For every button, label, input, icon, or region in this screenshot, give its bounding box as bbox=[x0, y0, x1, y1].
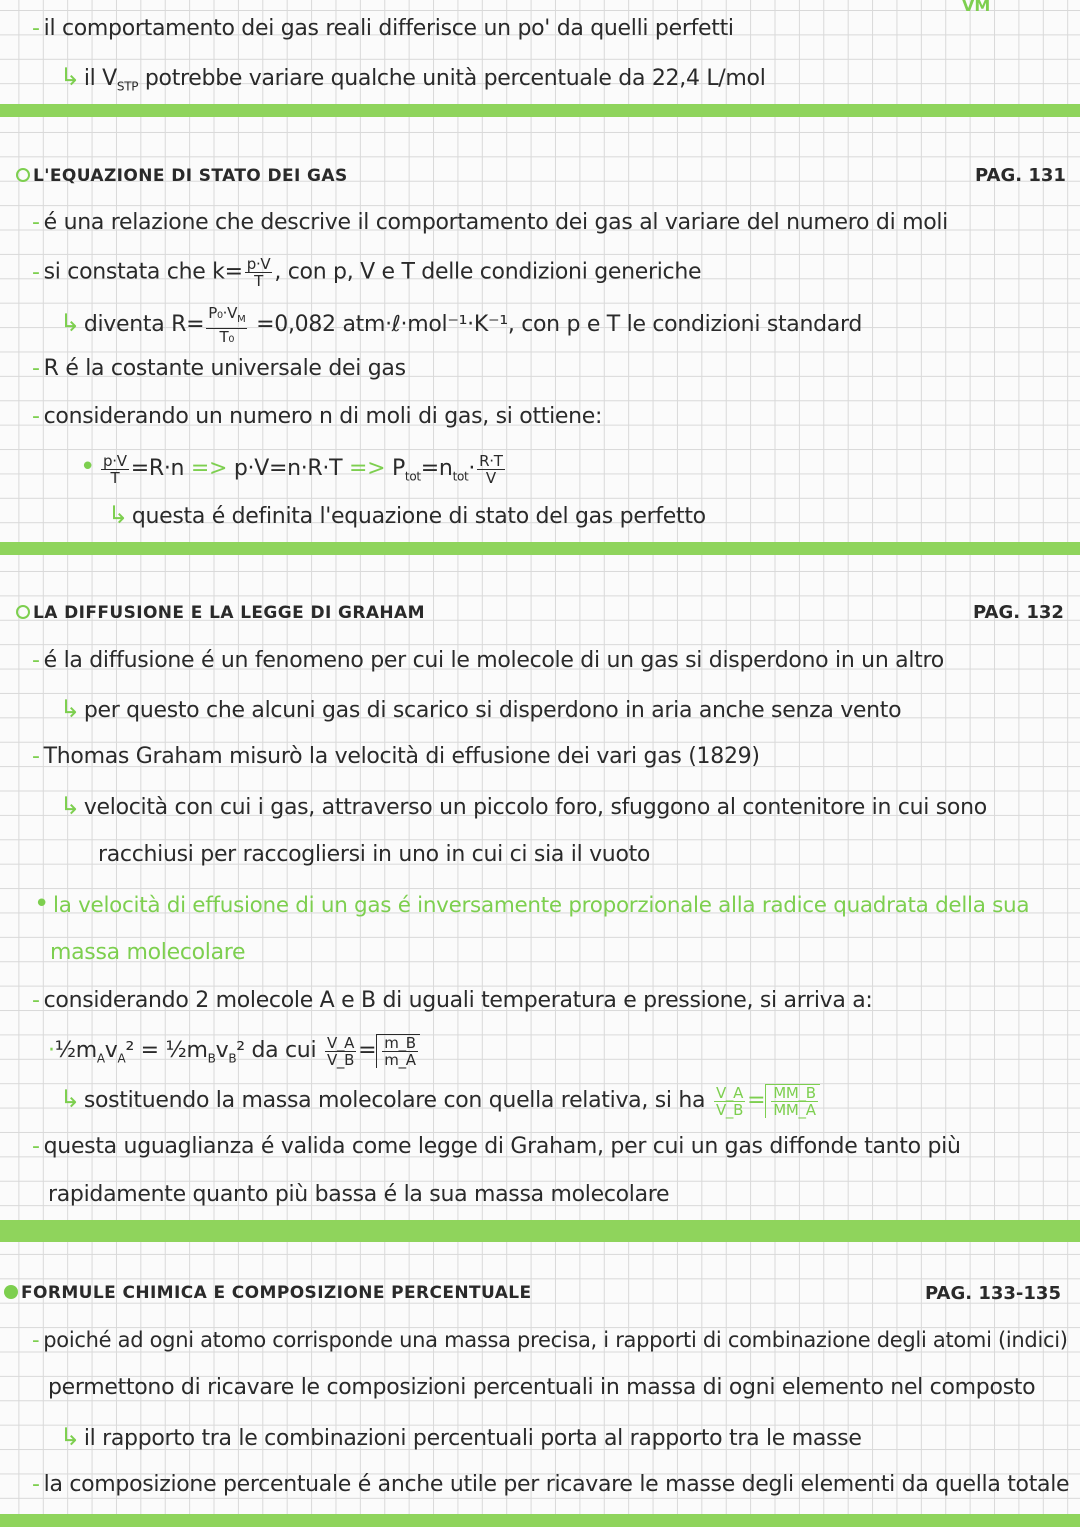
title-text: FORMULE CHIMICA E COMPOSIZIONE PERCENTUALE bbox=[21, 1283, 532, 1303]
page-number: PAG. 131 bbox=[975, 165, 1066, 186]
fraction bbox=[714, 1085, 745, 1118]
text: P bbox=[391, 456, 405, 481]
numerator: V_A bbox=[325, 1035, 356, 1052]
dash: - bbox=[32, 210, 40, 235]
bullet-icon: · bbox=[48, 1038, 55, 1063]
s1-b6 bbox=[108, 500, 706, 532]
text: questa uguaglianza é valida come legge di Graham, per cui un gas diffonde tanto più bbox=[43, 1134, 961, 1159]
equals: = bbox=[747, 1088, 766, 1113]
dash: - bbox=[32, 744, 40, 769]
text: questa é definita l'equazione di stato del gas perfetto bbox=[131, 504, 706, 529]
s1-b2 bbox=[32, 256, 701, 289]
text: considerando un numero n di moli di gas, si ottiene: bbox=[43, 404, 603, 429]
text: Thomas Graham misurò la velocità di effusione dei vari gas (1829) bbox=[43, 744, 760, 769]
top-line-2 bbox=[60, 62, 766, 101]
subscript: tot bbox=[404, 469, 421, 484]
top-line-1 bbox=[32, 14, 734, 44]
bullet-icon: • bbox=[34, 889, 50, 919]
s2-b9 bbox=[48, 1180, 669, 1210]
denominator: T bbox=[254, 272, 263, 290]
s2-equation: $\cdot\frac{1}{2}m_Av_A^2$ = $\frac{1}{2}m_Bv_B^2$ da cui $\frac{V\_A}{V\_B}$ = $\frac{m\_B}{m\_A}$ bbox=[48, 1034, 420, 1073]
fraction bbox=[245, 256, 273, 289]
sqrt-sign bbox=[376, 1034, 420, 1068]
section-divider bbox=[0, 542, 1080, 555]
text: · bbox=[468, 456, 476, 481]
section-divider bbox=[0, 104, 1080, 117]
s3-b1 bbox=[32, 1325, 1068, 1355]
section-divider bbox=[0, 1514, 1080, 1527]
subscript: A bbox=[117, 1051, 126, 1066]
s2-b5 bbox=[98, 840, 650, 870]
dash: - bbox=[32, 259, 40, 285]
arrow-icon: ↳ bbox=[60, 1423, 80, 1451]
text: il V bbox=[83, 66, 117, 91]
s1-b1 bbox=[32, 208, 948, 238]
s2-b7 bbox=[60, 1084, 820, 1118]
implies-arrow: => bbox=[190, 456, 228, 481]
denominator: V_B bbox=[715, 1100, 744, 1119]
text: diventa R= bbox=[83, 312, 205, 337]
s2-b8 bbox=[32, 1132, 961, 1162]
dash: - bbox=[32, 988, 40, 1013]
text: si constata che k= bbox=[43, 259, 243, 285]
circle-icon bbox=[16, 168, 30, 182]
text: ² da cui bbox=[236, 1038, 317, 1063]
section-divider bbox=[0, 1220, 1080, 1242]
fraction bbox=[382, 1035, 418, 1068]
denominator: MM_A bbox=[773, 1101, 816, 1119]
sqrt-sign bbox=[765, 1084, 819, 1118]
page-number: PAG. 132 bbox=[973, 602, 1064, 623]
fraction bbox=[101, 453, 129, 486]
text: ½m bbox=[54, 1038, 97, 1063]
dash: - bbox=[32, 404, 40, 429]
text: potrebbe variare qualche unità percentuale da 22,4 L/mol bbox=[138, 66, 766, 91]
text: v bbox=[215, 1038, 229, 1063]
arrow-icon: ↳ bbox=[60, 792, 80, 820]
arrow-icon: ↳ bbox=[60, 695, 80, 723]
subscript: M bbox=[237, 314, 246, 325]
s1-b5 bbox=[32, 402, 602, 432]
numerator: R·T bbox=[479, 451, 503, 470]
text: =0,082 atm·ℓ·mol⁻¹·K⁻¹, con p e T le condizioni standard bbox=[249, 312, 863, 337]
subscript: STP bbox=[116, 79, 139, 94]
title-text: LA DIFFUSIONE E LA LEGGE DI GRAHAM bbox=[33, 603, 425, 623]
fraction bbox=[771, 1085, 817, 1118]
fraction bbox=[325, 1035, 356, 1068]
text: é una relazione che descrive il comportamento dei gas al variare del numero di moli bbox=[43, 210, 948, 235]
text: considerando 2 molecole A e B di uguali temperatura e pressione, si arriva a: bbox=[43, 988, 873, 1013]
numerator: V_A bbox=[714, 1085, 745, 1102]
title-text: L'EQUAZIONE DI STATO DEI GAS bbox=[33, 166, 348, 186]
numerator: MM_B bbox=[773, 1084, 816, 1102]
text: R é la costante universale dei gas bbox=[43, 356, 406, 381]
text: la velocità di effusione di un gas é inversamente proporzionale alla radice quadrata della sua bbox=[53, 893, 1030, 918]
page-number: PAG. 133-135 bbox=[925, 1283, 1061, 1304]
subscript: B bbox=[207, 1051, 216, 1066]
numerator: m_B bbox=[384, 1034, 416, 1052]
text: ² = ½m bbox=[125, 1038, 208, 1063]
dash: - bbox=[32, 1134, 40, 1159]
dash: - bbox=[32, 16, 40, 41]
numerator: p·V bbox=[103, 451, 127, 470]
corner-mark: VM bbox=[962, 0, 991, 15]
subscript: tot bbox=[452, 469, 469, 484]
s2-b6 bbox=[32, 986, 873, 1016]
s2-b1 bbox=[32, 646, 944, 676]
subscript: A bbox=[96, 1051, 105, 1066]
s3-b2 bbox=[48, 1373, 1035, 1403]
section-title bbox=[16, 166, 348, 186]
arrow-icon: ↳ bbox=[60, 63, 80, 91]
dash: - bbox=[32, 648, 40, 673]
text: velocità con cui i gas, attraverso un piccolo foro, sfuggono al contenitore in cui sono bbox=[83, 795, 987, 820]
text: sostituendo la massa molecolare con quella relativa, si ha bbox=[83, 1088, 706, 1113]
text: per questo che alcuni gas di scarico si disperdono in aria anche senza vento bbox=[83, 698, 902, 723]
s2-b2 bbox=[60, 694, 901, 726]
fraction bbox=[206, 305, 247, 345]
text: poiché ad ogni atomo corrisponde una massa precisa, i rapporti di combinazione degli atomi (indici) bbox=[43, 1328, 1068, 1352]
text: massa molecolare bbox=[50, 940, 246, 965]
text: é la diffusione é un fenomeno per cui le molecole di un gas si disperdono in un altro bbox=[43, 648, 944, 673]
subscript: B bbox=[228, 1051, 237, 1066]
text: =n bbox=[420, 456, 453, 481]
text: rapidamente quanto più bassa é la sua massa molecolare bbox=[48, 1182, 670, 1207]
bullet-icon: • bbox=[80, 452, 96, 482]
dash: - bbox=[32, 356, 40, 381]
circle-icon bbox=[4, 1285, 18, 1299]
text: permettono di ricavare le composizioni percentuali in massa di ogni elemento nel composto bbox=[48, 1375, 1036, 1400]
text: la composizione percentuale é anche utile per ricavare le masse degli elementi da quella totale bbox=[43, 1472, 1070, 1497]
numerator-text: P₀·V bbox=[208, 304, 238, 322]
dash: - bbox=[32, 1472, 40, 1497]
denominator: V_B bbox=[326, 1050, 355, 1069]
text: il rapporto tra le combinazioni percentuali porta al rapporto tra le masse bbox=[83, 1426, 862, 1451]
s1-equation bbox=[80, 452, 507, 491]
text: , con p, V e T delle condizioni generiche bbox=[274, 259, 702, 285]
fraction bbox=[477, 453, 504, 486]
denominator: T bbox=[110, 468, 120, 487]
s3-b3 bbox=[60, 1422, 862, 1454]
circle-icon bbox=[16, 605, 30, 619]
s2-green-2 bbox=[50, 938, 245, 968]
section-title bbox=[4, 1283, 532, 1303]
text: il comportamento dei gas reali differisce un po' da quelli perfetti bbox=[43, 16, 734, 41]
s1-b3 bbox=[60, 305, 862, 345]
denominator: m_A bbox=[384, 1051, 416, 1069]
numerator: p·V bbox=[246, 255, 271, 273]
s2-green-1 bbox=[34, 889, 1029, 921]
implies-arrow: => bbox=[348, 456, 386, 481]
denominator: T₀ bbox=[219, 328, 235, 346]
s3-b4 bbox=[32, 1470, 1069, 1500]
denominator: V bbox=[485, 468, 496, 487]
s2-b4 bbox=[60, 791, 987, 823]
text: v bbox=[104, 1038, 118, 1063]
text: =R·n bbox=[130, 456, 185, 481]
s1-b4 bbox=[32, 354, 406, 384]
text: racchiusi per raccogliersi in uno in cui ci sia il vuoto bbox=[98, 842, 651, 867]
s2-b3 bbox=[32, 742, 760, 772]
dash: - bbox=[32, 1328, 40, 1352]
text: p·V=n·R·T bbox=[233, 456, 343, 481]
arrow-icon: ↳ bbox=[60, 309, 80, 337]
arrow-icon: ↳ bbox=[60, 1085, 80, 1113]
arrow-icon: ↳ bbox=[108, 501, 128, 529]
numerator bbox=[206, 305, 247, 329]
section-title bbox=[16, 603, 425, 623]
